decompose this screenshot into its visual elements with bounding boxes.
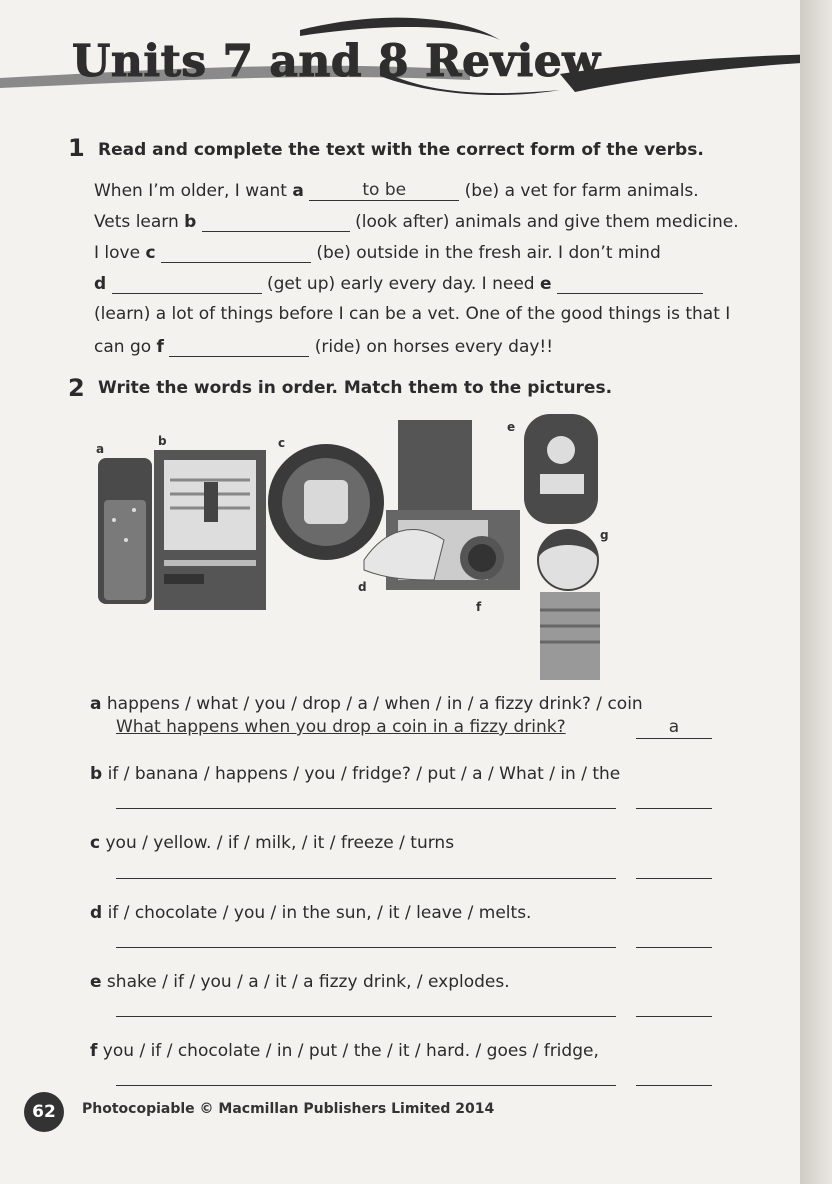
exercise-1-heading: Read and complete the text with the correct form of the verbs. bbox=[98, 140, 704, 160]
ex1-text: I love bbox=[94, 243, 146, 263]
ex2-match-a[interactable]: a bbox=[668, 717, 680, 737]
ex2-prompt-text: you / if / chocolate / in / put / the / it / hard. / goes / fridge, bbox=[97, 1041, 599, 1061]
ex2-match-line-c[interactable] bbox=[636, 878, 712, 879]
ex2-prompt-text: happens / what / you / drop / a / when / in / a fizzy drink? / coin bbox=[101, 694, 643, 714]
picture-b-fridge bbox=[154, 450, 266, 610]
exercise-1-number: 1 bbox=[68, 134, 85, 162]
ex2-answer-a[interactable]: What happens when you drop a coin in a fizzy drink? bbox=[116, 717, 566, 737]
copyright-notice: Photocopiable © Macmillan Publishers Limited 2014 bbox=[82, 1101, 495, 1117]
ex2-answer-line-f[interactable] bbox=[116, 1085, 616, 1086]
picture-label-c: c bbox=[278, 436, 286, 450]
picture-g-girl bbox=[538, 530, 600, 680]
ex1-blank-f[interactable] bbox=[169, 336, 309, 357]
picture-a-fizzy-drink-glass bbox=[98, 458, 152, 604]
exercise-2-number: 2 bbox=[68, 374, 85, 402]
ex1-letter-b: b bbox=[184, 212, 197, 232]
picture-label-f: f bbox=[476, 600, 482, 614]
ex1-text: Vets learn bbox=[94, 212, 185, 232]
ex2-letter-b: b bbox=[90, 764, 103, 784]
ex2-prompt-text: you / yellow. / if / milk, / it / freeze / turns bbox=[100, 833, 455, 853]
ex2-prompt-d bbox=[90, 903, 531, 923]
ex1-blank-a[interactable] bbox=[309, 180, 459, 201]
page-edge-shadow bbox=[800, 0, 832, 1184]
ex2-match-line-b[interactable] bbox=[636, 808, 712, 809]
ex2-letter-c: c bbox=[90, 833, 101, 853]
ex2-letter-d: d bbox=[90, 903, 103, 923]
ex2-prompt-a bbox=[90, 694, 643, 714]
picture-f-bowl bbox=[460, 536, 504, 580]
ex1-blank-d[interactable] bbox=[112, 273, 262, 294]
picture-label-a: a bbox=[96, 442, 105, 456]
ex1-line-6 bbox=[94, 336, 553, 357]
ex1-blank-c[interactable] bbox=[161, 242, 311, 263]
ex1-letter-e: e bbox=[539, 274, 552, 294]
picture-label-g: g bbox=[600, 528, 609, 542]
ex1-answer-a: to be bbox=[362, 180, 407, 200]
ex1-line-4 bbox=[94, 273, 703, 294]
ex2-prompt-b bbox=[90, 764, 620, 784]
ex2-answer-line-c[interactable] bbox=[116, 878, 616, 879]
ex2-prompt-f bbox=[90, 1041, 599, 1061]
ex1-line-2 bbox=[94, 211, 739, 232]
ex2-match-line-f[interactable] bbox=[636, 1085, 712, 1086]
ex2-letter-a: a bbox=[90, 694, 102, 714]
ex1-text: When I’m older, I want bbox=[94, 181, 293, 201]
ex2-match-line-a[interactable] bbox=[636, 738, 712, 739]
ex2-answer-line-e[interactable] bbox=[116, 1016, 616, 1017]
ex1-letter-c: c bbox=[145, 243, 156, 263]
ex2-letter-f: f bbox=[90, 1041, 98, 1061]
ex2-prompt-c bbox=[90, 833, 454, 853]
ex2-prompt-text: if / banana / happens / you / fridge? / put / a / What / in / the bbox=[102, 764, 621, 784]
ex1-text: (be) outside in the fresh air. I don’t mind bbox=[310, 243, 661, 263]
ex1-line-1 bbox=[94, 180, 699, 201]
ex2-match-line-e[interactable] bbox=[636, 1016, 712, 1017]
ex2-prompt-text: if / chocolate / you / in the sun, / it / leave / melts. bbox=[102, 903, 532, 923]
ex1-letter-a: a bbox=[292, 181, 304, 201]
ex1-letter-f: f bbox=[156, 337, 164, 357]
ex1-text: (ride) on horses every day!! bbox=[309, 337, 554, 357]
ex1-text: (be) a vet for farm animals. bbox=[459, 181, 699, 201]
ex1-text: (get up) early every day. I need bbox=[261, 274, 540, 294]
picture-e-bottle-exploding bbox=[524, 414, 598, 524]
picture-label-b: b bbox=[158, 434, 167, 448]
ex2-answer-line-b[interactable] bbox=[116, 808, 616, 809]
exercise-2-heading: Write the words in order. Match them to the pictures. bbox=[98, 378, 613, 398]
ex1-line-5: (learn) a lot of things before I can be a vet. One of the good things is that I bbox=[94, 304, 731, 324]
ex2-match-line-d[interactable] bbox=[636, 947, 712, 948]
ex2-prompt-e bbox=[90, 972, 510, 992]
picture-label-d: d bbox=[358, 580, 367, 594]
picture-c-chocolate-melting bbox=[268, 444, 384, 560]
ex1-text: (look after) animals and give them medicine. bbox=[349, 212, 739, 232]
picture-label-e: e bbox=[507, 420, 516, 434]
ex1-blank-e[interactable] bbox=[557, 273, 703, 294]
ex2-answer-line-d[interactable] bbox=[116, 947, 616, 948]
ex2-prompt-text: shake / if / you / a / it / a fizzy drink, / explodes. bbox=[101, 972, 510, 992]
ex1-blank-b[interactable] bbox=[202, 211, 350, 232]
ex1-letter-d: d bbox=[94, 274, 107, 294]
page-title: Units 7 and 8 Review bbox=[72, 36, 601, 87]
ex1-line-3 bbox=[94, 242, 661, 263]
page-number-badge: 62 bbox=[24, 1092, 64, 1132]
ex1-text: can go bbox=[94, 337, 157, 357]
ex2-letter-e: e bbox=[90, 972, 102, 992]
experiment-illustration bbox=[94, 410, 734, 680]
